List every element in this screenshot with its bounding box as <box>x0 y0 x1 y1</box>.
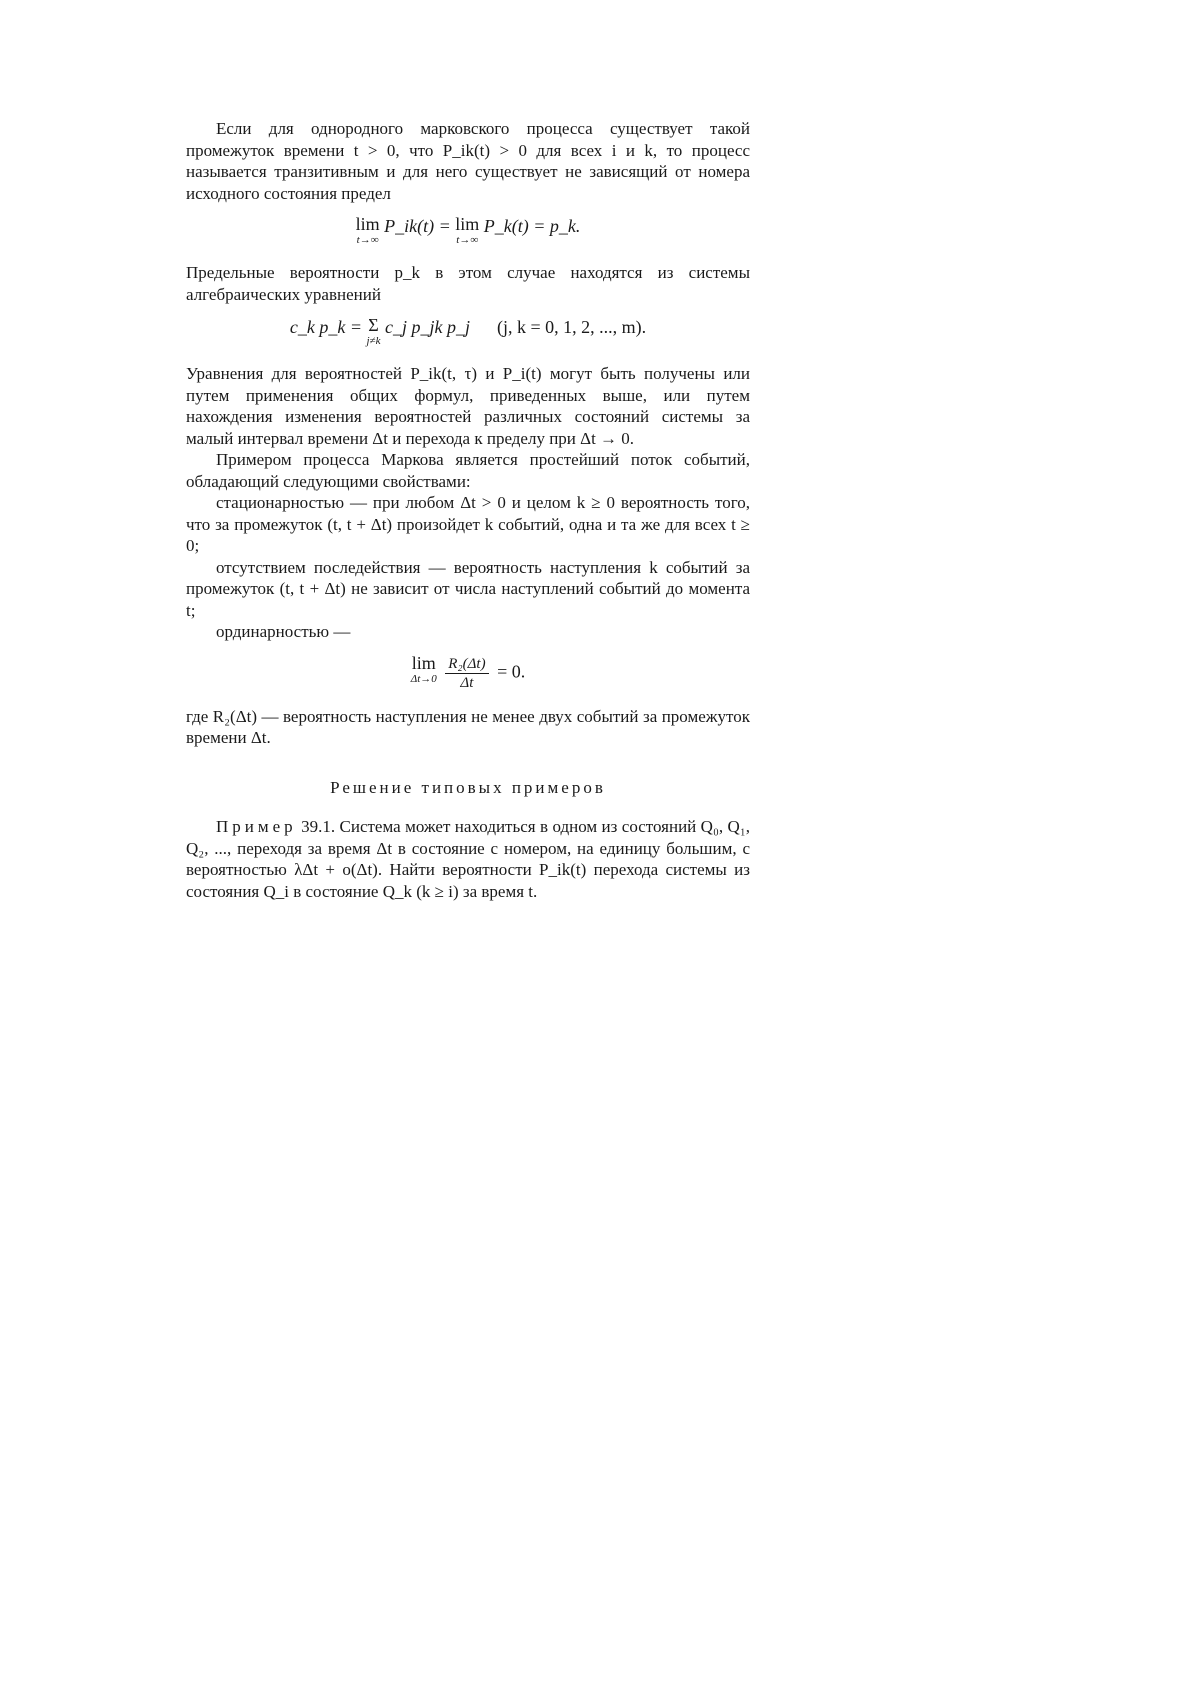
paragraph-transitive: Если для однородного марковского процесса существует такой промежуток времени t > 0, что P_ik(t) > 0 для всех i и k, то процесс называется транзитивным и для него существует не зависящий от номера исходного состояния предел <box>186 119 750 203</box>
paragraph-ordinarity: ординарностью — <box>216 622 351 641</box>
formula-limit-right: P_k(t) = p_k. <box>483 216 581 236</box>
lim-subscript: t→∞ <box>456 234 479 246</box>
example-label: Пример <box>216 817 297 836</box>
limit-operator-left <box>356 216 380 248</box>
paragraph-r2-definition: где R₂(Δt) — вероятность наступления не менее двух событий за промежуток времени Δt. <box>186 706 750 747</box>
paragraph-poisson-flow: Примером процесса Маркова является простейший поток событий, обладающий следующими свойствами: <box>186 450 750 491</box>
section-heading: Решение типовых примеров <box>330 777 606 797</box>
paragraph-example-39-1 <box>186 816 750 902</box>
sum-operator <box>367 317 381 349</box>
paragraph-no-aftereffect: отсутствием последействия — вероятность наступления k событий за промежуток (t, t + Δt) не зависит от числа наступлений событий до момента t; <box>186 557 750 620</box>
formula-limit-left: P_ik(t) = <box>384 216 451 236</box>
lim-subscript: Δt→0 <box>410 672 437 685</box>
paragraph-equations: Уравнения для вероятностей P_ik(t, τ) и P_i(t) могут быть получены или путем применения общих формул, приведенных выше, или путем нахождения изменения вероятностей различных состояний системы за малый интервал времени Δt и перехода к пределу при Δt → 0. <box>186 364 750 448</box>
formula-ordinarity <box>186 652 750 692</box>
lim-word: lim <box>455 214 480 234</box>
formula-system <box>186 317 750 349</box>
lim-word: lim <box>411 652 436 673</box>
paragraph-stationarity: стационарностью — при любом Δt > 0 и целом k ≥ 0 вероятность того, что за промежуток (t, t + Δt) произойдет k событий, одна и та же для всех t ≥ 0; <box>186 493 750 555</box>
formula-system-lhs: c_k p_k = <box>289 317 362 337</box>
page-body <box>186 118 750 902</box>
sum-sign: Σ <box>368 315 379 335</box>
formula-system-condition: (j, k = 0, 1, 2, ..., m). <box>496 317 647 337</box>
fraction-denominator: Δt <box>460 674 474 691</box>
lim-word: lim <box>355 214 380 234</box>
formula-system-rhs: c_j p_jk p_j <box>384 317 470 337</box>
formula-ordinarity-result: = 0. <box>497 661 526 682</box>
formula-limit <box>186 216 750 248</box>
limit-operator <box>410 652 437 687</box>
example-text: 39.1. Система может находиться в одном из состояний Q₀, Q₁, Q₂, ..., переходя за время Δt в состояние с номером, на единицу большим, с вероятностью λΔt + o(Δt). Найти вероятности P_ik(t) перехода системы из состояния Q_i в состояние Q_k (k ≥ i) за время t. <box>186 817 750 901</box>
paragraph-limit-probabilities: Предельные вероятности p_k в этом случае находятся из системы алгебраических уравнений <box>186 263 750 304</box>
lim-subscript: t→∞ <box>356 234 379 246</box>
sum-subscript: j≠k <box>366 335 381 347</box>
fraction <box>445 655 488 692</box>
limit-operator-right <box>455 216 479 248</box>
fraction-numerator: R₂(Δt) <box>445 655 488 674</box>
